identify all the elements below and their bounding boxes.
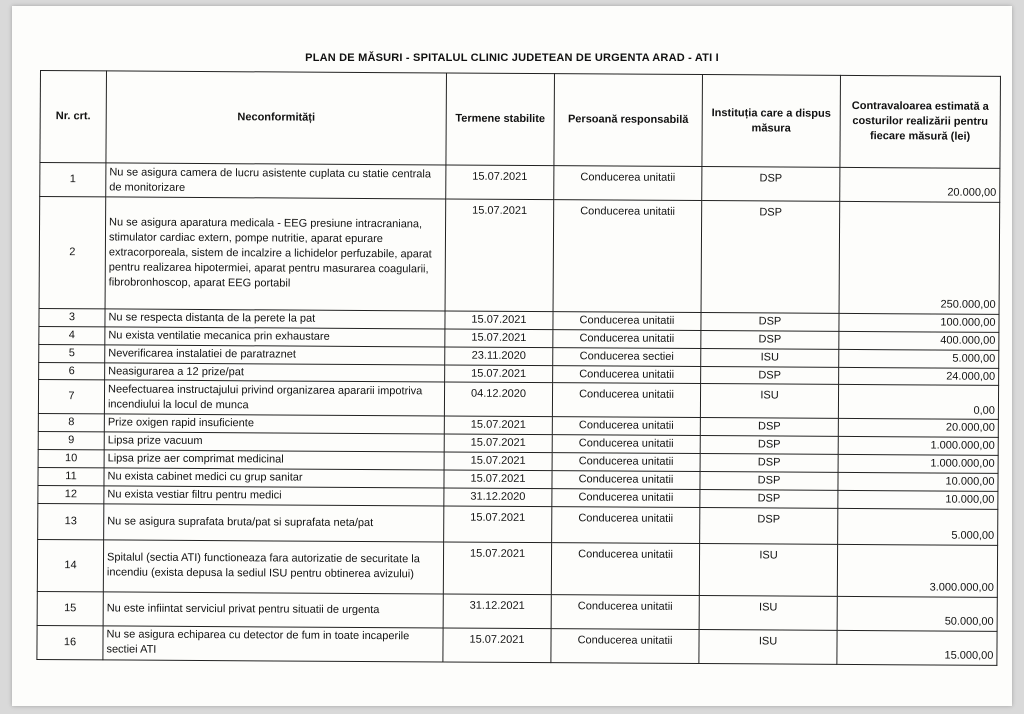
nonconformity-text: Neasigurarea a 12 prize/pat (105, 362, 445, 382)
nonconformity-text: Nu este infiintat serviciul privat pentru situatii de urgenta (103, 591, 443, 627)
responsible-person: Conducerea unitatii (551, 542, 699, 595)
header-institution: Instituția care a dispus măsura (702, 75, 841, 168)
row-number: 5 (39, 344, 105, 362)
institution-name: DSP (701, 313, 839, 332)
institution-name: ISU (701, 348, 839, 367)
institution-name: DSP (701, 201, 840, 314)
table-row (40, 163, 1000, 203)
deadline-date: 23.11.2020 (445, 347, 553, 366)
nonconformity-text: Lipsa prize aer comprimat medicinal (104, 450, 444, 470)
institution-name: DSP (700, 454, 838, 473)
responsible-person: Conducerea unitatii (552, 506, 700, 543)
estimated-cost: 15.000,00 (837, 630, 997, 665)
deadline-date: 15.07.2021 (444, 434, 552, 453)
deadline-date: 15.07.2021 (445, 199, 554, 312)
estimated-cost: 3.000.000,00 (837, 544, 997, 597)
estimated-cost: 50.000,00 (837, 596, 997, 631)
row-number: 3 (39, 308, 105, 326)
header-deadlines: Termene stabilite (446, 73, 555, 166)
estimated-cost: 250.000,00 (839, 201, 1000, 314)
deadline-date: 15.07.2021 (446, 165, 554, 200)
deadline-date: 15.07.2021 (443, 628, 551, 663)
nonconformity-text: Lipsa prize vacuum (104, 432, 444, 452)
header-responsible: Persoană responsabilă (554, 74, 703, 167)
responsible-person: Conducerea unitatii (552, 383, 700, 418)
header-cost: Contravaloarea estimată a costurilor realizării pentru fiecare măsură (lei) (840, 75, 1001, 168)
row-number: 13 (38, 503, 104, 539)
row-number: 12 (38, 485, 104, 503)
responsible-person: Conducerea unitatii (553, 329, 701, 348)
table-row (37, 539, 997, 597)
deadline-date: 15.07.2021 (445, 311, 553, 330)
header-nr: Nr. crt. (40, 71, 107, 163)
estimated-cost: 0,00 (838, 385, 998, 420)
nonconformity-text: Nu se asigura suprafata bruta/pat si suprafata neta/pat (104, 503, 444, 541)
responsible-person: Conducerea unitatii (552, 417, 700, 436)
table-row (39, 197, 1000, 315)
nonconformity-text: Prize oxigen rapid insuficiente (104, 414, 444, 434)
row-number: 9 (38, 432, 104, 450)
deadline-date: 15.07.2021 (444, 470, 552, 489)
estimated-cost: 400.000,00 (839, 331, 999, 350)
responsible-person: Conducerea sectiei (553, 347, 701, 366)
nonconformity-text: Nu se asigura echiparea cu detector de fum in toate incaperile sectiei ATI (103, 625, 443, 661)
row-number: 2 (39, 197, 106, 309)
document-title: PLAN DE MĂSURI - SPITALUL CLINIC JUDETEAN DE URGENTA ARAD - ATI I (305, 52, 719, 64)
nonconformity-text: Neverificarea instalatiei de paratraznet (105, 345, 445, 365)
institution-name: ISU (699, 543, 837, 596)
deadline-date: 15.07.2021 (444, 452, 552, 471)
row-number: 16 (37, 625, 103, 659)
responsible-person: Conducerea unitatii (551, 594, 699, 629)
deadline-date: 15.07.2021 (445, 329, 553, 348)
responsible-person: Conducerea unitatii (554, 166, 702, 201)
row-number: 7 (38, 380, 104, 414)
institution-name: DSP (700, 418, 838, 437)
responsible-person: Conducerea unitatii (552, 435, 700, 454)
institution-name: DSP (700, 471, 838, 490)
responsible-person: Conducerea unitatii (552, 471, 700, 490)
institution-name: DSP (700, 436, 838, 455)
responsible-person: Conducerea unitatii (553, 365, 701, 384)
table-header-row (40, 71, 1001, 169)
institution-name: DSP (701, 330, 839, 349)
row-number: 15 (37, 591, 103, 625)
institution-name: DSP (700, 489, 838, 508)
estimated-cost: 1.000.000,00 (838, 454, 998, 473)
nonconformity-text: Nu se asigura camera de lucru asistente cuplata cu statie centrala de monitorizare (106, 163, 446, 199)
table-row (37, 625, 997, 665)
institution-name: ISU (700, 384, 838, 419)
estimated-cost: 5.000,00 (839, 349, 999, 368)
responsible-person: Conducerea unitatii (553, 200, 702, 313)
estimated-cost: 10.000,00 (838, 490, 998, 509)
deadline-date: 31.12.2020 (444, 488, 552, 507)
deadline-date: 04.12.2020 (444, 382, 552, 417)
institution-name: ISU (699, 595, 837, 630)
institution-name: DSP (700, 507, 838, 544)
estimated-cost: 100.000,00 (839, 313, 999, 332)
deadline-date: 15.07.2021 (444, 506, 552, 543)
nonconformity-text: Nu se respecta distanta de la perete la pat (105, 309, 445, 329)
document-page (12, 6, 1012, 706)
estimated-cost: 20.000,00 (838, 419, 998, 438)
institution-name: ISU (699, 629, 837, 664)
estimated-cost: 10.000,00 (838, 472, 998, 491)
row-number: 6 (39, 362, 105, 380)
nonconformity-text: Neefectuarea instructajului privind organizarea apararii impotriva incendiului la locul de munca (104, 380, 444, 416)
deadline-date: 31.12.2021 (443, 594, 551, 629)
estimated-cost: 24.000,00 (839, 367, 999, 386)
estimated-cost: 5.000,00 (838, 508, 998, 545)
row-number: 1 (40, 163, 106, 197)
row-number: 11 (38, 467, 104, 485)
estimated-cost: 1.000.000,00 (838, 437, 998, 456)
deadline-date: 15.07.2021 (443, 542, 551, 595)
deadline-date: 15.07.2021 (444, 416, 552, 435)
header-nonconformities: Neconformități (106, 71, 447, 165)
nonconformity-text: Spitalul (sectia ATI) functioneaza fara autorizatie de securitate la incendiu (exista depusa la sediul ISU pentru obtinerea avizului) (103, 539, 443, 593)
deadline-date: 15.07.2021 (445, 365, 553, 384)
row-number: 8 (38, 414, 104, 432)
institution-name: DSP (701, 366, 839, 385)
responsible-person: Conducerea unitatii (552, 453, 700, 472)
row-number: 4 (39, 326, 105, 344)
row-number: 10 (38, 450, 104, 468)
nonconformity-text: Nu se asigura aparatura medicala - EEG presiune intracraniana, stimulator cardiac extern, pompe nutritie, aparat epurare extracorporeala, sistem de incalzire a lichidelor perfuzabile, aparat pentru realizarea hipotermiei, aparat pentru masurarea coagularii, fibrobronhoscop, aparat EEG portabil (105, 197, 446, 311)
nonconformity-text: Nu exista cabinet medici cu grup sanitar (104, 468, 444, 488)
responsible-person: Conducerea unitatii (553, 312, 701, 331)
responsible-person: Conducerea unitatii (551, 628, 699, 663)
nonconformity-text: Nu exista vestiar filtru pentru medici (104, 486, 444, 506)
institution-name: DSP (702, 167, 840, 202)
row-number: 14 (37, 539, 103, 591)
table-row (38, 380, 998, 420)
nonconformity-text: Nu exista ventilatie mecanica prin exhaustare (105, 327, 445, 347)
responsible-person: Conducerea unitatii (552, 488, 700, 507)
estimated-cost: 20.000,00 (840, 167, 1000, 202)
table-row (38, 503, 998, 545)
measures-table (36, 70, 1001, 665)
